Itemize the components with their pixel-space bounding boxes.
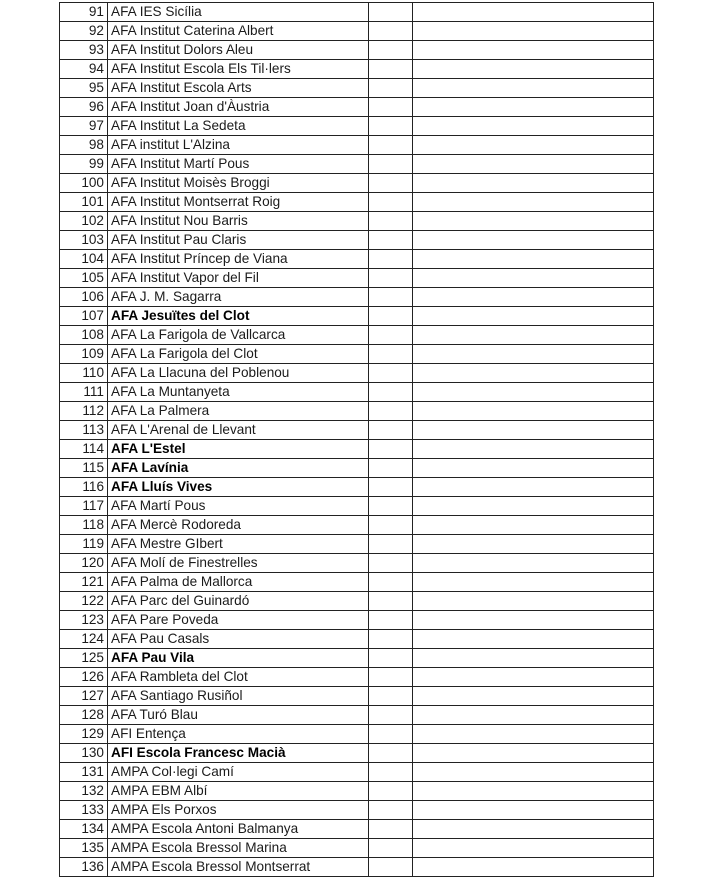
empty-cell	[369, 193, 413, 212]
row-number-cell: 131	[60, 763, 108, 782]
empty-cell	[413, 763, 654, 782]
row-number-cell: 104	[60, 250, 108, 269]
row-number-cell: 109	[60, 345, 108, 364]
table-row	[60, 763, 654, 782]
row-number-cell: 95	[60, 79, 108, 98]
table-row	[60, 383, 654, 402]
organization-name-cell: AFA Institut Moisès Broggi	[108, 174, 369, 193]
table-row	[60, 60, 654, 79]
row-number-cell: 135	[60, 839, 108, 858]
row-number-cell: 118	[60, 516, 108, 535]
empty-cell	[413, 592, 654, 611]
table-row	[60, 573, 654, 592]
organization-name-cell: AFA Pau Vila	[108, 649, 369, 668]
organization-name-cell: AMPA Escola Bressol Montserrat	[108, 858, 369, 877]
empty-cell	[413, 364, 654, 383]
empty-cell	[413, 136, 654, 155]
empty-cell	[413, 383, 654, 402]
row-number-cell: 106	[60, 288, 108, 307]
empty-cell	[369, 858, 413, 877]
empty-cell	[369, 3, 413, 22]
empty-cell	[413, 459, 654, 478]
organization-name-cell: AFI Escola Francesc Macià	[108, 744, 369, 763]
row-number-cell: 115	[60, 459, 108, 478]
row-number-cell: 94	[60, 60, 108, 79]
organization-name-cell: AFA Lavínia	[108, 459, 369, 478]
table-row	[60, 649, 654, 668]
empty-cell	[413, 269, 654, 288]
table-row	[60, 478, 654, 497]
empty-cell	[369, 573, 413, 592]
row-number-cell: 132	[60, 782, 108, 801]
empty-cell	[369, 478, 413, 497]
empty-cell	[369, 231, 413, 250]
empty-cell	[413, 440, 654, 459]
table-row	[60, 839, 654, 858]
empty-cell	[369, 611, 413, 630]
empty-cell	[369, 725, 413, 744]
row-number-cell: 119	[60, 535, 108, 554]
organization-name-cell: AFA L'Estel	[108, 440, 369, 459]
organization-name-cell: AFA Institut Escola Els Til·lers	[108, 60, 369, 79]
organization-name-cell: AFA Rambleta del Clot	[108, 668, 369, 687]
empty-cell	[369, 326, 413, 345]
organization-name-cell: AFA Institut Montserrat Roig	[108, 193, 369, 212]
table-row	[60, 725, 654, 744]
empty-cell	[413, 22, 654, 41]
organization-name-cell: AFA Molí de Finestrelles	[108, 554, 369, 573]
row-number-cell: 124	[60, 630, 108, 649]
table-row	[60, 592, 654, 611]
organization-name-cell: AFA institut L'Alzina	[108, 136, 369, 155]
organization-name-cell: AFA Lluís Vives	[108, 478, 369, 497]
row-number-cell: 121	[60, 573, 108, 592]
row-number-cell: 113	[60, 421, 108, 440]
empty-cell	[413, 155, 654, 174]
empty-cell	[413, 858, 654, 877]
empty-cell	[413, 98, 654, 117]
empty-cell	[413, 250, 654, 269]
row-number-cell: 108	[60, 326, 108, 345]
organization-name-cell: AMPA EBM Albí	[108, 782, 369, 801]
empty-cell	[369, 440, 413, 459]
table-row	[60, 554, 654, 573]
empty-cell	[413, 212, 654, 231]
organization-name-cell: AFA Mestre GIbert	[108, 535, 369, 554]
organization-name-cell: AFA Jesuïtes del Clot	[108, 307, 369, 326]
empty-cell	[413, 402, 654, 421]
organization-name-cell: AFA Institut Vapor del Fil	[108, 269, 369, 288]
empty-cell	[413, 117, 654, 136]
table-row	[60, 193, 654, 212]
organization-name-cell: AFA Santiago Rusiñol	[108, 687, 369, 706]
row-number-cell: 123	[60, 611, 108, 630]
empty-cell	[369, 364, 413, 383]
table-row	[60, 307, 654, 326]
table-row	[60, 668, 654, 687]
empty-cell	[413, 535, 654, 554]
organization-list-table	[59, 2, 654, 877]
empty-cell	[413, 725, 654, 744]
empty-cell	[413, 307, 654, 326]
organization-name-cell: AFA Parc del Guinardó	[108, 592, 369, 611]
empty-cell	[369, 668, 413, 687]
table-row	[60, 535, 654, 554]
empty-cell	[369, 687, 413, 706]
empty-cell	[369, 706, 413, 725]
organization-name-cell: AFA Turó Blau	[108, 706, 369, 725]
empty-cell	[413, 497, 654, 516]
empty-cell	[369, 155, 413, 174]
table-row	[60, 630, 654, 649]
organization-name-cell: AMPA Col·legi Camí	[108, 763, 369, 782]
empty-cell	[369, 212, 413, 231]
row-number-cell: 98	[60, 136, 108, 155]
empty-cell	[369, 554, 413, 573]
empty-cell	[413, 60, 654, 79]
table-row	[60, 687, 654, 706]
organization-name-cell: AFA Pare Poveda	[108, 611, 369, 630]
table-row	[60, 250, 654, 269]
organization-name-cell: AFA La Farigola de Vallcarca	[108, 326, 369, 345]
table-row	[60, 421, 654, 440]
organization-name-cell: AFA J. M. Sagarra	[108, 288, 369, 307]
row-number-cell: 105	[60, 269, 108, 288]
table-row	[60, 117, 654, 136]
empty-cell	[413, 668, 654, 687]
empty-cell	[369, 839, 413, 858]
table-row	[60, 497, 654, 516]
empty-cell	[369, 345, 413, 364]
organization-name-cell: AFA Institut Dolors Aleu	[108, 41, 369, 60]
organization-name-cell: AFA Institut Martí Pous	[108, 155, 369, 174]
table-row	[60, 98, 654, 117]
empty-cell	[413, 839, 654, 858]
empty-cell	[369, 592, 413, 611]
empty-cell	[369, 41, 413, 60]
table-row	[60, 3, 654, 22]
empty-cell	[369, 782, 413, 801]
empty-cell	[369, 649, 413, 668]
empty-cell	[413, 345, 654, 364]
organization-name-cell: AFA Martí Pous	[108, 497, 369, 516]
empty-cell	[369, 174, 413, 193]
empty-cell	[369, 516, 413, 535]
empty-cell	[413, 630, 654, 649]
empty-cell	[369, 269, 413, 288]
empty-cell	[369, 22, 413, 41]
table-row	[60, 79, 654, 98]
row-number-cell: 101	[60, 193, 108, 212]
empty-cell	[369, 535, 413, 554]
empty-cell	[369, 288, 413, 307]
row-number-cell: 130	[60, 744, 108, 763]
empty-cell	[369, 383, 413, 402]
row-number-cell: 133	[60, 801, 108, 820]
organization-name-cell: AMPA Escola Antoni Balmanya	[108, 820, 369, 839]
table-row	[60, 231, 654, 250]
row-number-cell: 120	[60, 554, 108, 573]
empty-cell	[413, 421, 654, 440]
row-number-cell: 102	[60, 212, 108, 231]
empty-cell	[369, 421, 413, 440]
organization-name-cell: AFI Entença	[108, 725, 369, 744]
table-row	[60, 706, 654, 725]
table-body	[60, 3, 654, 877]
empty-cell	[413, 573, 654, 592]
organization-name-cell: AFA Palma de Mallorca	[108, 573, 369, 592]
empty-cell	[413, 820, 654, 839]
empty-cell	[413, 687, 654, 706]
organization-name-cell: AFA Institut Nou Barris	[108, 212, 369, 231]
row-number-cell: 110	[60, 364, 108, 383]
empty-cell	[369, 60, 413, 79]
table-row	[60, 288, 654, 307]
table-row	[60, 516, 654, 535]
empty-cell	[413, 288, 654, 307]
table-row	[60, 801, 654, 820]
empty-cell	[369, 307, 413, 326]
row-number-cell: 111	[60, 383, 108, 402]
empty-cell	[369, 801, 413, 820]
empty-cell	[369, 250, 413, 269]
empty-cell	[369, 117, 413, 136]
empty-cell	[413, 801, 654, 820]
row-number-cell: 91	[60, 3, 108, 22]
row-number-cell: 128	[60, 706, 108, 725]
empty-cell	[369, 763, 413, 782]
table-row	[60, 345, 654, 364]
organization-name-cell: AMPA Escola Bressol Marina	[108, 839, 369, 858]
empty-cell	[413, 649, 654, 668]
table-row	[60, 611, 654, 630]
empty-cell	[413, 326, 654, 345]
table-row	[60, 174, 654, 193]
table-row	[60, 155, 654, 174]
organization-name-cell: AFA Institut Caterina Albert	[108, 22, 369, 41]
empty-cell	[369, 136, 413, 155]
organization-name-cell: AFA La Muntanyeta	[108, 383, 369, 402]
empty-cell	[369, 630, 413, 649]
table-row	[60, 269, 654, 288]
table-row	[60, 744, 654, 763]
empty-cell	[413, 516, 654, 535]
row-number-cell: 92	[60, 22, 108, 41]
organization-name-cell: AFA Pau Casals	[108, 630, 369, 649]
empty-cell	[413, 478, 654, 497]
organization-name-cell: AMPA Els Porxos	[108, 801, 369, 820]
empty-cell	[369, 459, 413, 478]
empty-cell	[369, 98, 413, 117]
row-number-cell: 117	[60, 497, 108, 516]
table-row	[60, 364, 654, 383]
empty-cell	[369, 402, 413, 421]
table-row	[60, 782, 654, 801]
organization-name-cell: AFA L'Arenal de Llevant	[108, 421, 369, 440]
table-row	[60, 136, 654, 155]
table-row	[60, 41, 654, 60]
row-number-cell: 116	[60, 478, 108, 497]
row-number-cell: 100	[60, 174, 108, 193]
row-number-cell: 93	[60, 41, 108, 60]
table-row	[60, 212, 654, 231]
empty-cell	[413, 174, 654, 193]
row-number-cell: 127	[60, 687, 108, 706]
organization-name-cell: AFA Institut Pau Claris	[108, 231, 369, 250]
row-number-cell: 122	[60, 592, 108, 611]
organization-name-cell: AFA Institut Escola Arts	[108, 79, 369, 98]
organization-name-cell: AFA Mercè Rodoreda	[108, 516, 369, 535]
row-number-cell: 125	[60, 649, 108, 668]
empty-cell	[413, 782, 654, 801]
empty-cell	[413, 79, 654, 98]
organization-name-cell: AFA Institut Príncep de Viana	[108, 250, 369, 269]
empty-cell	[413, 611, 654, 630]
organization-name-cell: AFA Institut Joan d'Àustria	[108, 98, 369, 117]
table-row	[60, 459, 654, 478]
row-number-cell: 134	[60, 820, 108, 839]
row-number-cell: 126	[60, 668, 108, 687]
row-number-cell: 114	[60, 440, 108, 459]
organization-name-cell: AFA La Palmera	[108, 402, 369, 421]
empty-cell	[369, 497, 413, 516]
row-number-cell: 112	[60, 402, 108, 421]
empty-cell	[413, 231, 654, 250]
empty-cell	[369, 79, 413, 98]
empty-cell	[369, 820, 413, 839]
empty-cell	[413, 744, 654, 763]
row-number-cell: 97	[60, 117, 108, 136]
empty-cell	[369, 744, 413, 763]
organization-name-cell: AFA La Farigola del Clot	[108, 345, 369, 364]
row-number-cell: 99	[60, 155, 108, 174]
empty-cell	[413, 41, 654, 60]
empty-cell	[413, 706, 654, 725]
organization-name-cell: AFA La Llacuna del Poblenou	[108, 364, 369, 383]
empty-cell	[413, 554, 654, 573]
table-row	[60, 326, 654, 345]
row-number-cell: 136	[60, 858, 108, 877]
table-row	[60, 858, 654, 877]
table-row	[60, 440, 654, 459]
organization-name-cell: AFA IES Sicília	[108, 3, 369, 22]
row-number-cell: 96	[60, 98, 108, 117]
table-row	[60, 820, 654, 839]
table-row	[60, 402, 654, 421]
empty-cell	[413, 193, 654, 212]
organization-name-cell: AFA Institut La Sedeta	[108, 117, 369, 136]
empty-cell	[413, 3, 654, 22]
row-number-cell: 107	[60, 307, 108, 326]
table-row	[60, 22, 654, 41]
row-number-cell: 129	[60, 725, 108, 744]
row-number-cell: 103	[60, 231, 108, 250]
